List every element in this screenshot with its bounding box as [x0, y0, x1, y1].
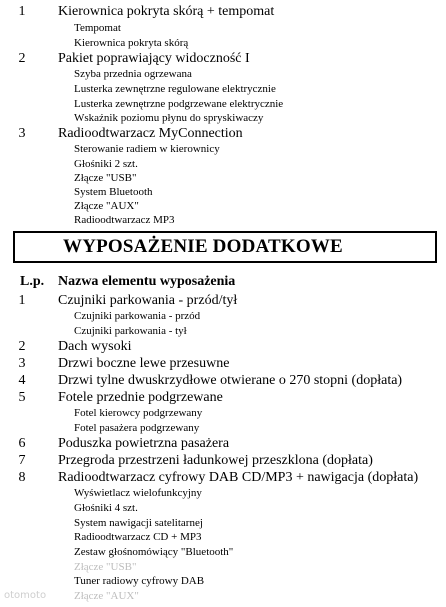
item-number: 5	[18, 390, 26, 405]
item-title: Pakiet poprawiający widoczność I	[58, 51, 250, 66]
watermark-logo: otomoto	[4, 590, 47, 601]
item-title: Kierownica pokryta skórą + tempomat	[58, 4, 275, 19]
header-lp: L.p.	[20, 274, 45, 289]
section-title: WYPOSAŻENIE DODATKOWE	[63, 236, 343, 257]
item-title: Radioodtwarzacz cyfrowy DAB CD/MP3 + nawigacja (dopłata)	[58, 470, 419, 485]
item-number: 4	[18, 373, 26, 388]
item-title: Drzwi tylne dwuskrzydłowe otwierane o 270 stopni (dopłata)	[58, 373, 403, 388]
header-name: Nazwa elementu wyposażenia	[58, 274, 236, 289]
item-title: Fotele przednie podgrzewane	[58, 390, 223, 405]
item-number: 1	[18, 4, 26, 19]
item-number: 1	[18, 293, 26, 308]
item-title: Dach wysoki	[58, 339, 132, 354]
item-number: 7	[18, 453, 26, 468]
item-number: 8	[18, 470, 26, 485]
item-title: Radioodtwarzacz MyConnection	[58, 126, 243, 141]
item-number: 2	[18, 339, 26, 354]
item-title: Przegroda przestrzeni ładunkowej przeszklona (dopłata)	[58, 453, 373, 468]
item-number: 3	[18, 356, 26, 371]
item-number: 3	[18, 126, 26, 141]
item-title: Drzwi boczne lewe przesuwne	[58, 356, 230, 371]
section-title-box	[13, 231, 437, 263]
item-title: Czujniki parkowania - przód/tył	[58, 293, 238, 308]
item-title: Poduszka powietrzna pasażera	[58, 436, 230, 451]
item-number: 6	[18, 436, 26, 451]
item-number: 2	[18, 51, 26, 66]
